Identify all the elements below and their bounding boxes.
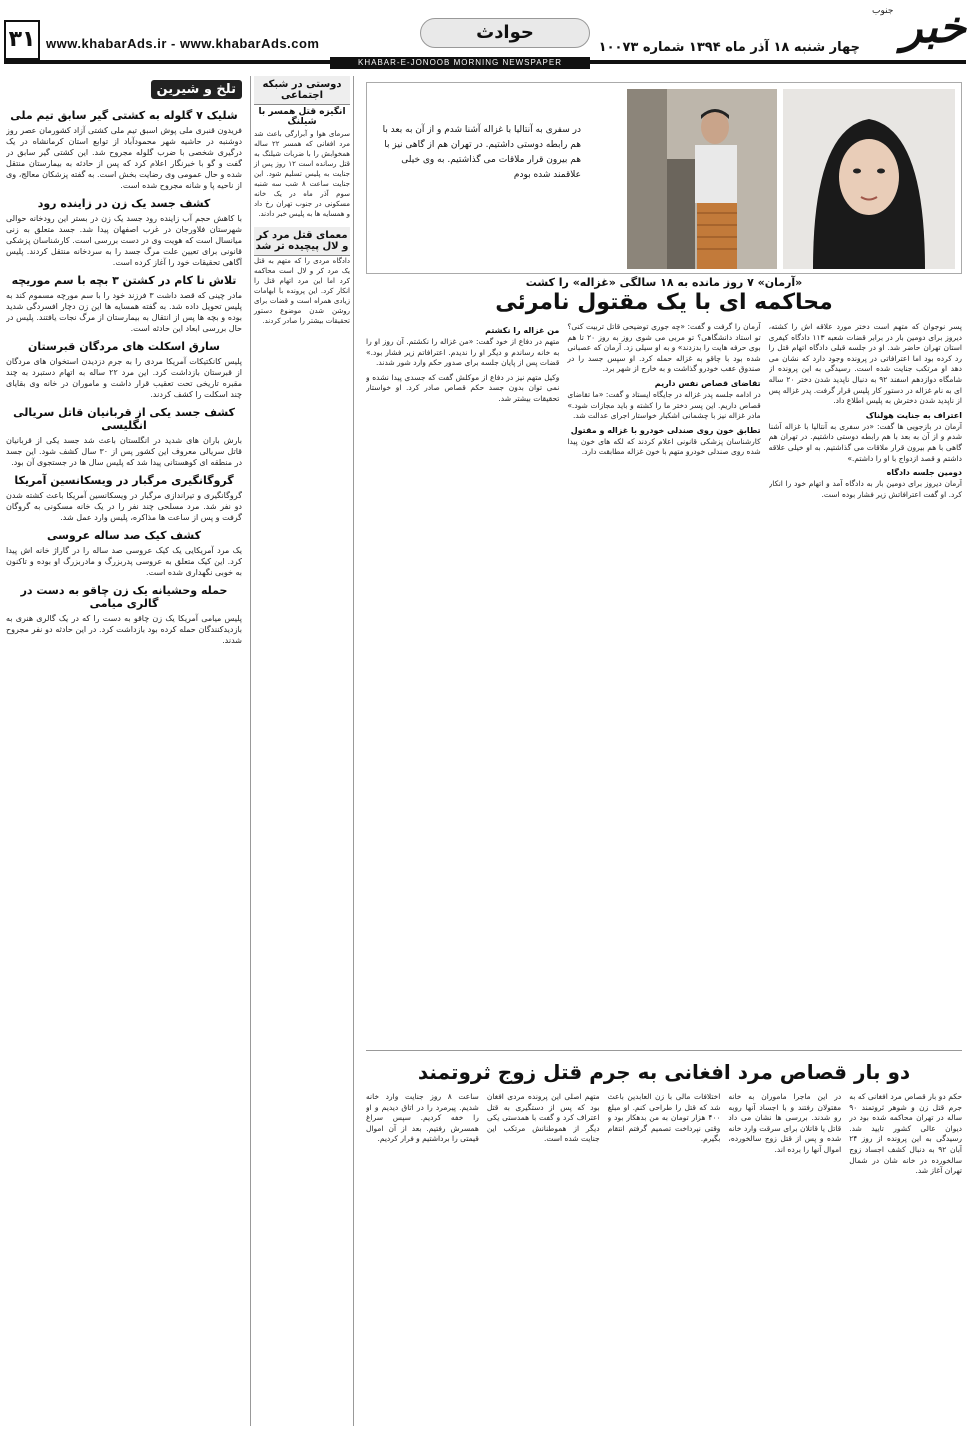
article-column <box>366 322 559 1022</box>
story-title: شلیک ۷ گلوله به کشتی گیر سابق تیم ملی <box>10 109 238 122</box>
story-body: گروگانگیری و تیراندازی مرگبار در ویسکانسین آمریکا باعث کشته شدن دو نفر شد. مرد مسلحی چند نفر را در یک خانه مسکونی به گروگان گرفت و پس از ساعت ها مذاکره، پلیس وارد عمل شد. <box>6 491 242 522</box>
second-article-headline: دو بار قصاص مرد افغانی به جرم قتل زوج ثروتمند <box>417 1060 911 1084</box>
newspaper-logo[interactable] <box>870 4 966 56</box>
masthead <box>0 0 970 66</box>
article-text: حکم دو بار قصاص مرد افغانی که به جرم قتل زن و شوهر ثروتمند ۹۰ ساله در تهران محاکمه شده بود در دیوان عالی کشور تایید شد. رسیدگی به این پرونده از روز ۲۴ آبان ۹۲ به دنبال کشف اجساد زوج سالخورده در خانه شان در شمال تهران آغاز شد. <box>849 1092 962 1176</box>
main-article-body <box>366 322 962 1022</box>
story-body: پلیس کانکتیکات آمریکا مردی را به جرم دزدیدن استخوان های مردگان از قبرستان بازداشت کرد. این مرد ۲۲ ساله به اتهام دستبرد به چند مقبره تاریخی تحت تعقیب قرار داشت و ماموران در خانه وی بقایای چند اسکلت را کشف کردند. <box>6 357 242 399</box>
story <box>6 109 242 191</box>
article-text: متهم در دفاع از خود گفت: «من غزاله را نکشتم. آن روز او را به خانه رساندم و دیگر او را ندیدم. اعترافاتم زیر فشار بود.» قضات پس از پایان جلسه برای صدور حکم وارد شور شدند. <box>366 337 560 368</box>
section-label: حوادث <box>420 18 590 48</box>
article-column <box>567 322 760 1022</box>
article-text: در ادامه جلسه پدر غزاله در جایگاه ایستاد و گفت: «ما تقاضای قصاص داریم. این پسر دختر ما را کشته و باید مجازات شود.» مادر غزاله نیز با چشمانی اشکبار خواستار اجرای عدالت شد. <box>567 389 761 421</box>
article-subheadline: «آرمان» ۷ روز مانده به ۱۸ سالگی «غزاله» را کشت <box>525 276 803 289</box>
article-text: در این ماجرا ماموران به خانه مقتولان رفتند و با اجساد آنها روبه رو شدند. بررسی ها نشان می داد قاتل یا قاتلان برای سرقت وارد خانه شده و پس از قتل زوج سالخورده، اموال آنها را برده اند. <box>728 1092 842 1154</box>
story-body: فریدون قنبری ملی پوش اسبق تیم ملی کشتی آزاد کشورمان عصر روز دوشنبه در حاشیه شهر محمودآباد از توابع استان کرمانشاه در یک درگیری شخصی با ضرب گلوله مجروح شد. این کشتی گیر سابق در گفت و گو با خبرنگار اعلام کرد که پس از حادثه به بیمارستان منتقل شده و حال عمومی وی رضایت بخش است. به گفته پزشکان معالج، وی از ناحیه پا و شانه مجروح شده است. <box>6 126 242 190</box>
middle-kicker: دوستی در شبکه اجتماعی <box>254 76 350 105</box>
left-column-title: تلخ و شیرین <box>151 80 242 99</box>
article-photo-frame <box>366 82 962 274</box>
photo-caption-quote: در سفری به آنتالیا با غزاله آشنا شدم و از آن به بعد با هم رابطه دوستی داشتیم. در تهران هم از گاهی نیز با هم بیرون قرار ملاقات می گذاشتیم. به وی خیلی علاقمند شده بودم <box>382 125 581 180</box>
article-text: ساعت ۸ روز جنایت وارد خانه شدیم. پیرمرد را در اتاق دیدیم و او را خفه کردیم. سپس سراغ همسرش رفتیم. بعد از آن اموال قیمتی را برداشتیم و فرار کردیم. <box>366 1092 479 1144</box>
second-article-body <box>366 1092 962 1426</box>
issue-date: چهار شنبه ۱۸ آذر ماه ۱۳۹۴ شماره ۱۰۰۷۳ <box>598 40 860 55</box>
article-text: کارشناسان پزشکی قانونی اعلام کردند که لکه های خون پیدا شده روی صندلی خودرو متهم با خون غزاله مطابقت دارد. <box>567 436 761 457</box>
story <box>6 406 242 468</box>
story <box>6 340 242 400</box>
ribbon-label: KHABAR-E-JONOOB MORNING NEWSPAPER <box>330 57 590 69</box>
article-subhead: من غزاله را نکشتم <box>485 326 560 335</box>
story-title: سارق اسکلت های مردگان قبرستان <box>28 340 220 353</box>
story <box>6 529 242 578</box>
middle-title: انگیزه قتل همسر با شیلنگ <box>258 107 346 127</box>
middle-subtitle: معمای قتل مرد کر و لال پیچیده تر شد <box>254 227 350 256</box>
article-column <box>608 1092 721 1426</box>
article-column <box>366 1092 479 1426</box>
story-body: بارش باران های شدید در انگلستان باعث شد جسد یکی از قربانیان قاتل سریالی معروف این کشور پس از ۳۰ سال کشف شود. این جسد در منطقه ای کوهستانی پیدا شد که پلیس سال ها در جستجوی آن بود. <box>6 436 242 467</box>
article-column <box>769 322 962 1022</box>
article-text: آرمان در بازجویی ها گفت: «در سفری به آنتالیا با غزاله آشنا شدم و از آن به بعد با هم رابطه دوستی داشتیم. در تهران هم گاهی با هم بیرون قرار ملاقات می گذاشتیم. به او خیلی علاقه داشتم و قصد ازدواج با او را داشتم.» <box>768 421 962 463</box>
left-column <box>6 76 242 1426</box>
story <box>6 584 242 646</box>
middle-body-2: دادگاه مردی را که متهم به قتل یک مرد کر و لال است محاکمه کرد اما این مرد اتهام قتل را انکار کرد. این پرونده با ابهامات زیادی همراه است و قضات برای روشن شدن موضوع دستور تحقیقات بیشتر را صادر کردند. <box>254 257 350 325</box>
story <box>6 274 242 334</box>
story-title: کشف جسد یک زن در زاینده رود <box>37 197 211 210</box>
story <box>6 474 242 523</box>
article-subhead: دومین جلسه دادگاه <box>886 468 962 478</box>
victim-photo-illustration <box>783 89 955 269</box>
middle-column <box>250 76 354 1426</box>
story-body: یک مرد آمریکایی یک کیک عروسی صد ساله را در گاراژ خانه اش پیدا کرد. این کیک متعلق به عروسی پدربزرگ و مادربزرگ او بوده و تاکنون به خوبی نگهداری شده است. <box>6 546 242 577</box>
article-text: آرمان دیروز برای دومین بار به دادگاه آمد و اتهام خود را انکار کرد. او گفت اعترافاتش زیر فشار بوده است. <box>768 479 962 499</box>
article-text: پسر نوجوان که متهم است دختر مورد علاقه اش را کشته، دیروز برای دومین بار در برابر قضات شعبه ۱۱۳ دادگاه کیفری استان تهران حاضر شد. او در جلسه قبلی دادگاه اتهام قتل را رد کرده بود اما اعترافاتی در پرونده وجود دارد که نشان می دهد او مرتکب جنایت شده است. رسیدگی به این پرونده از شامگاه دوازدهم اسفند ۹۲ به دنبال ناپدید شدن دختر ۲۰ ساله ای به نام غزاله در دستور کار پلیس قرار گرفت. پدر غزاله پس از ناپدید شدن دخترش به پلیس اطلاع داد. <box>768 322 962 406</box>
story-title: کشف جسد یکی از قربانیان قاتل سریالی انگلیسی <box>13 406 235 432</box>
story-body: با کاهش حجم آب زاینده رود جسد یک زن در بستر این رودخانه حوالی شهرستان فلاورجان در غرب اصفهان پیدا شد. جسد متعلق به زنی میانسال است که هویت وی در دست بررسی است. کارشناسان پزشکی قانونی برای تعیین علت مرگ جسد را به سردخانه منتقل کردند. پلیس آگاهی تحقیقات خود را آغاز کرده است. <box>6 214 242 267</box>
article-text: آرمان را گرفت و گفت: «چه جوری توضیحی قاتل تربیت کنی؟ تو استاد دانشگاهی؟ تو مربی می شوی روز به روز ۲۰ تا هم بوی حرفه هایت را بدزدند» و به او سیلی زد. آرمان که عصبانی شده بود با چاقو به غزاله حمله کرد. او سپس جسد را در صندوق عقب خودرو گذاشت و به خارج از شهر برد. <box>567 322 761 374</box>
story-body: مادر چینی که قصد داشت ۳ فرزند خود را با سم مورچه مسموم کند به پلیس تحویل داده شد. به گفته همسایه ها این زن دچار افسردگی شدید بوده و بچه ها پس از انتقال به بیمارستان از مرگ نجات یافتند. پلیس در حال بررسی ابعاد این حادثه است. <box>6 291 242 333</box>
suspect-photo[interactable] <box>627 89 777 269</box>
page-number: ۳۱ <box>4 20 40 60</box>
article-text: وکیل متهم نیز در دفاع از موکلش گفت که جسدی پیدا نشده و نمی توان بدون جسد حکم قصاص صادر کرد. او خواستار تحقیقات بیشتر شد. <box>366 372 560 403</box>
story-title: کشف کیک صد ساله عروسی <box>46 529 202 542</box>
article-column <box>728 1092 841 1426</box>
logo-subtext: جنوب <box>872 6 894 16</box>
section-divider <box>366 1050 962 1051</box>
middle-body: سرمای هوا و آبرارگی باعث شد مرد افغانی که همسر ۲۲ ساله همخوابش را با ضربات شیلنگ به قتل رسانده است ۱۲ روز پس از جنایت به پلیس تسلیم شود. این جنایت ساعت ۸ شب سه شنبه سوم آذر ماه در یک خانه مسکونی در جنوب تهران رخ داد و همسایه ها به پلیس خبر دادند. <box>254 130 350 218</box>
story-title: تلاش نا کام در کشتن ۳ بچه با سم موریچه <box>11 274 237 287</box>
article-text: متهم اصلی این پرونده مردی افغان بود که پس از دستگیری به قتل اعتراف کرد و گفت با همدستی یکی دیگر از هموطنانش مرتکب این جنایت شده است. <box>486 1092 600 1144</box>
article-text: اختلافات مالی با زن العابدین باعث شد که قتل را طراحی کنم. او مبلغ ۴۰۰ هزار تومان به من بدهکار بود و وقتی نپرداخت تصمیم گرفتم انتقام بگیرم. <box>607 1092 721 1144</box>
article-subhead: اعتراف به جنایت هولناک <box>865 410 962 420</box>
story-body: پلیس میامی آمریکا یک زن چاقو به دست را که در یک گالری هنری به بازدیدکنندگان حمله کرده بود بازداشت کرد. در این حادثه دو نفر مجروح شدند. <box>6 614 242 645</box>
logo-text: خبر <box>901 2 966 53</box>
story-title: حمله وحشیانه یک زن چاقو به دست در گالری میامی <box>20 584 228 610</box>
suspect-photo-illustration <box>627 89 777 269</box>
story-title: گروگانگیری مرگبار در ویسکانسین آمریکا <box>14 474 234 487</box>
article-subhead: تطابق خون روی صندلی خودرو با غزاله و مقتول <box>570 425 761 435</box>
article-subhead: تقاضای قصاص نفس داریم <box>654 378 761 388</box>
victim-photo[interactable] <box>783 89 955 269</box>
website-url[interactable]: www.khabarAds.ir - www.khabarAds.com <box>46 36 320 51</box>
article-column <box>487 1092 600 1426</box>
article-column <box>849 1092 962 1426</box>
story <box>6 197 242 268</box>
article-headline: محاکمه ای با یک مقتول نامرئی <box>495 290 833 315</box>
